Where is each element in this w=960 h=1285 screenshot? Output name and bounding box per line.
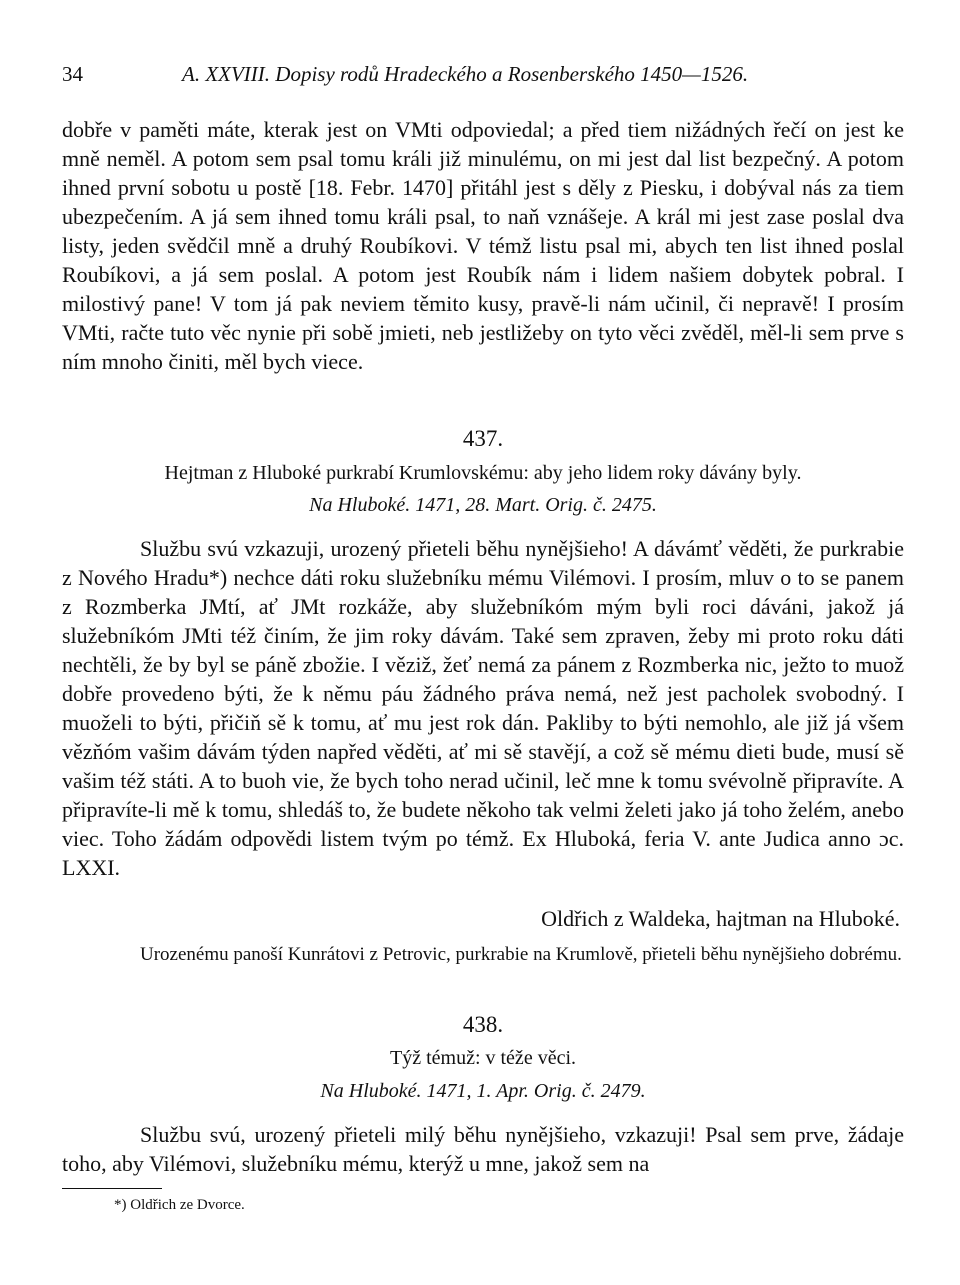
letter-437-number: 437. <box>462 426 504 451</box>
letter-437-address: Urozenému panoší Kunrátovi z Petrovic, purkrabie na Krumlově, přieteli běhu nynějšieho dobrému. <box>140 944 902 965</box>
letter-437-signature: Oldřich z Waldeka, hajtman na Hluboké. <box>541 906 900 931</box>
page-number: 34 <box>62 62 83 86</box>
running-title: A. XXVIII. Dopisy rodů Hradeckého a Rosenberského 1450—1526. <box>182 62 749 86</box>
letter-437-heading: Hejtman z Hluboké purkrabí Krumlovskému: aby jeho lidem roky dávány byly. <box>164 462 802 484</box>
letter-437-place-date: Na Hluboké. 1471, 28. Mart. Orig. č. 2475. <box>309 494 657 516</box>
letter-438-heading: Týž témuž: v téže věci. <box>389 1047 576 1069</box>
letter-438-number: 438. <box>462 1012 504 1037</box>
footnote: *) Oldřich ze Dvorce. <box>114 1197 245 1213</box>
letter-437-body: Službu svú vzkazuji, urozený přieteli běhu nynějšieho! A dávámť věděti, že purkrabie z Nového Hradu*) nechce dáti roku služebníku mému Vilémovi. I prosím, mluv o to se panem z Rozmberka JMtí, ať JMt rozkáže, aby služebníkóm mým byli roci dáváni, jakož já služebníkóm JMti též činím, že jim roky dávám. Také sem zpraven, žeby mi proto roku dáti nechtěli, že by byl se páně zbožie. I věziž, žeť nemá za pánem z Rozmberka nic, ježto to muož dobře provedeno býti, že k němu páu žádného práva nemá, než jest pacholek svobodný. I muoželi to býti, přičiň sě k tomu, ať mu jest rok dán. Pakliby to býti nemohlo, ale již já všem vězňóm vašim dávám týden napřed věděti, ať mi sě stavějí, a což sě mému dieti bude, musí sě vašim též státi. A to buoh vie, že bych toho nerad učinil, leč mne k tomu svévolně připravíte. A připravíte-li mě k tomu, shledáš to, že budete někoho tak velmi želeti jako já toho želém, anebo viec. Toho žádám odpovědi listem tvým po témž. Ex Hluboká, feria V. ante Judica anno ɔc. LXXI. <box>62 536 904 880</box>
continuation-paragraph: dobře v paměti máte, kterak jest on VMti odpoviedal; a před tiem nižádných řečí on jest ke mně neměl. A potom sem psal tomu králi již minulému, on mi jest dal list bezpečný. A potom ihned první sobotu u postě [18. Febr. 1470] přitáhl jest s děly z Piesku, i dobýval nás za tiem ubezpečením. A já sem ihned tomu králi psal, to naň vznášeje. A král mi jest zase poslal dva listy, jeden svědčil mně a druhý Roubíkovi. V témž listu psal mi, abych ten list ihned poslal Roubíkovi, a já sem poslal. A potom jest Roubík nám i lidem našiem dobytek pobral. I milostivý pane! V tom já pak neviem těmito kusy, pravě-li nám učinil, či nepravě! I prosím VMti, račte tuto věc nynie při sobě jmieti, neb jestližeby on tyto věci zvěděl, měl-li sem prve s ním mnoho činiti, měl bych viece. <box>62 117 904 374</box>
footnote-divider <box>62 1188 162 1189</box>
letter-438-body: Službu svú, urozený přieteli milý běhu nynějšieho, vzkazuji! Psal sem prve, žádaje toho, aby Vilémovi, služebníku mému, kterýž u mne, jakož sem na <box>62 1122 904 1176</box>
page-header <box>62 62 902 92</box>
letter-438-place-date: Na Hluboké. 1471, 1. Apr. Orig. č. 2479. <box>320 1080 646 1102</box>
